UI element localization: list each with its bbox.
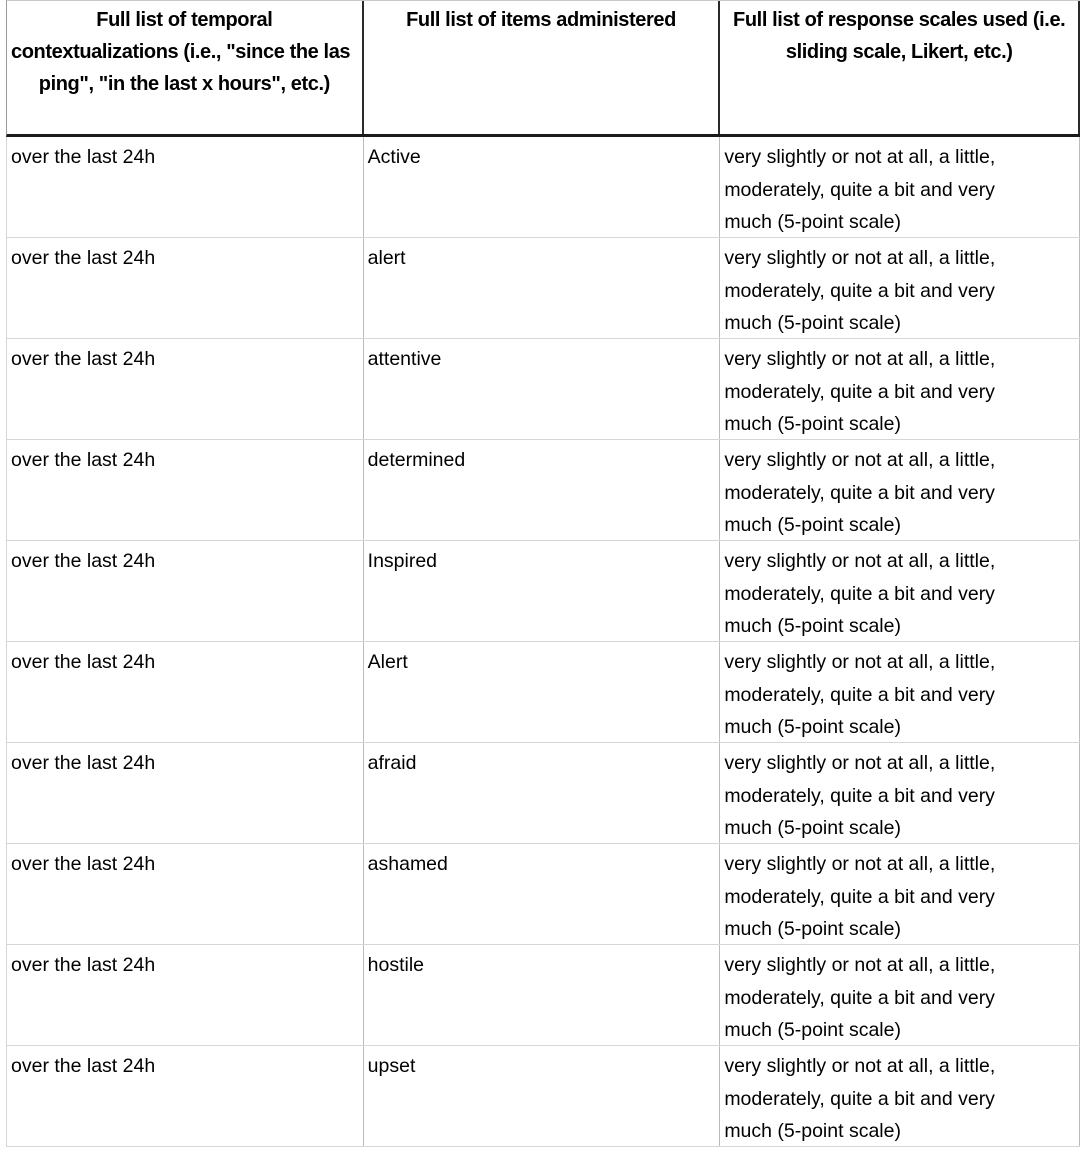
spreadsheet-table bbox=[6, 0, 1080, 1147]
header-scales-line-2: sliding scale, Likert, etc.) bbox=[785, 41, 1013, 63]
temporal-cell[interactable]: over the last 24h bbox=[7, 137, 364, 237]
temporal-cell[interactable]: over the last 24h bbox=[7, 339, 364, 439]
scale-cell[interactable]: very slightly or not at all, a little, moderately, quite a bit and very much (5-point scale) bbox=[720, 1046, 1080, 1146]
scale-cell[interactable]: very slightly or not at all, a little, moderately, quite a bit and very much (5-point scale) bbox=[720, 339, 1080, 439]
table-row bbox=[6, 1046, 1080, 1147]
table-row bbox=[6, 743, 1080, 844]
temporal-cell[interactable]: over the last 24h bbox=[7, 844, 364, 944]
header-temporal-cell[interactable] bbox=[7, 1, 364, 134]
scale-cell[interactable]: very slightly or not at all, a little, moderately, quite a bit and very much (5-point scale) bbox=[720, 743, 1080, 843]
scale-cell[interactable]: very slightly or not at all, a little, moderately, quite a bit and very much (5-point scale) bbox=[720, 541, 1080, 641]
header-scales-line-1: Full list of response scales used (i.e. bbox=[733, 9, 1066, 31]
header-temporal-line-3: ping", "in the last x hours", etc.) bbox=[38, 73, 330, 95]
scale-cell[interactable]: very slightly or not at all, a little, moderately, quite a bit and very much (5-point scale) bbox=[720, 642, 1080, 742]
header-scales-cell[interactable] bbox=[720, 1, 1080, 134]
item-cell[interactable]: Inspired bbox=[364, 541, 721, 641]
table-row bbox=[6, 642, 1080, 743]
header-row bbox=[6, 0, 1080, 137]
data-rows bbox=[6, 137, 1080, 1147]
temporal-cell[interactable]: over the last 24h bbox=[7, 238, 364, 338]
temporal-cell[interactable]: over the last 24h bbox=[7, 743, 364, 843]
scale-cell[interactable]: very slightly or not at all, a little, moderately, quite a bit and very much (5-point scale) bbox=[720, 440, 1080, 540]
scale-cell[interactable]: very slightly or not at all, a little, moderately, quite a bit and very much (5-point scale) bbox=[720, 844, 1080, 944]
item-cell[interactable]: Active bbox=[364, 137, 721, 237]
table-row bbox=[6, 238, 1080, 339]
item-cell[interactable]: attentive bbox=[364, 339, 721, 439]
header-temporal-line-1: Full list of temporal bbox=[96, 9, 273, 31]
temporal-cell[interactable]: over the last 24h bbox=[7, 1046, 364, 1146]
item-cell[interactable]: determined bbox=[364, 440, 721, 540]
scale-cell[interactable]: very slightly or not at all, a little, moderately, quite a bit and very much (5-point scale) bbox=[720, 945, 1080, 1045]
table-row bbox=[6, 440, 1080, 541]
header-temporal-line-2: contextualizations (i.e., "since the las bbox=[11, 41, 351, 63]
item-cell[interactable]: afraid bbox=[364, 743, 721, 843]
item-cell[interactable]: hostile bbox=[364, 945, 721, 1045]
table-row bbox=[6, 844, 1080, 945]
temporal-cell[interactable]: over the last 24h bbox=[7, 945, 364, 1045]
table-row bbox=[6, 137, 1080, 238]
temporal-cell[interactable]: over the last 24h bbox=[7, 642, 364, 742]
table-row bbox=[6, 945, 1080, 1046]
scale-cell[interactable]: very slightly or not at all, a little, moderately, quite a bit and very much (5-point scale) bbox=[720, 137, 1080, 237]
table-row bbox=[6, 339, 1080, 440]
item-cell[interactable]: Alert bbox=[364, 642, 721, 742]
scale-cell[interactable]: very slightly or not at all, a little, moderately, quite a bit and very much (5-point scale) bbox=[720, 238, 1080, 338]
table-row bbox=[6, 541, 1080, 642]
header-items-text: Full list of items administered bbox=[406, 9, 676, 31]
item-cell[interactable]: upset bbox=[364, 1046, 721, 1146]
temporal-cell[interactable]: over the last 24h bbox=[7, 440, 364, 540]
item-cell[interactable]: alert bbox=[364, 238, 721, 338]
header-items-cell[interactable] bbox=[364, 1, 721, 134]
temporal-cell[interactable]: over the last 24h bbox=[7, 541, 364, 641]
item-cell[interactable]: ashamed bbox=[364, 844, 721, 944]
